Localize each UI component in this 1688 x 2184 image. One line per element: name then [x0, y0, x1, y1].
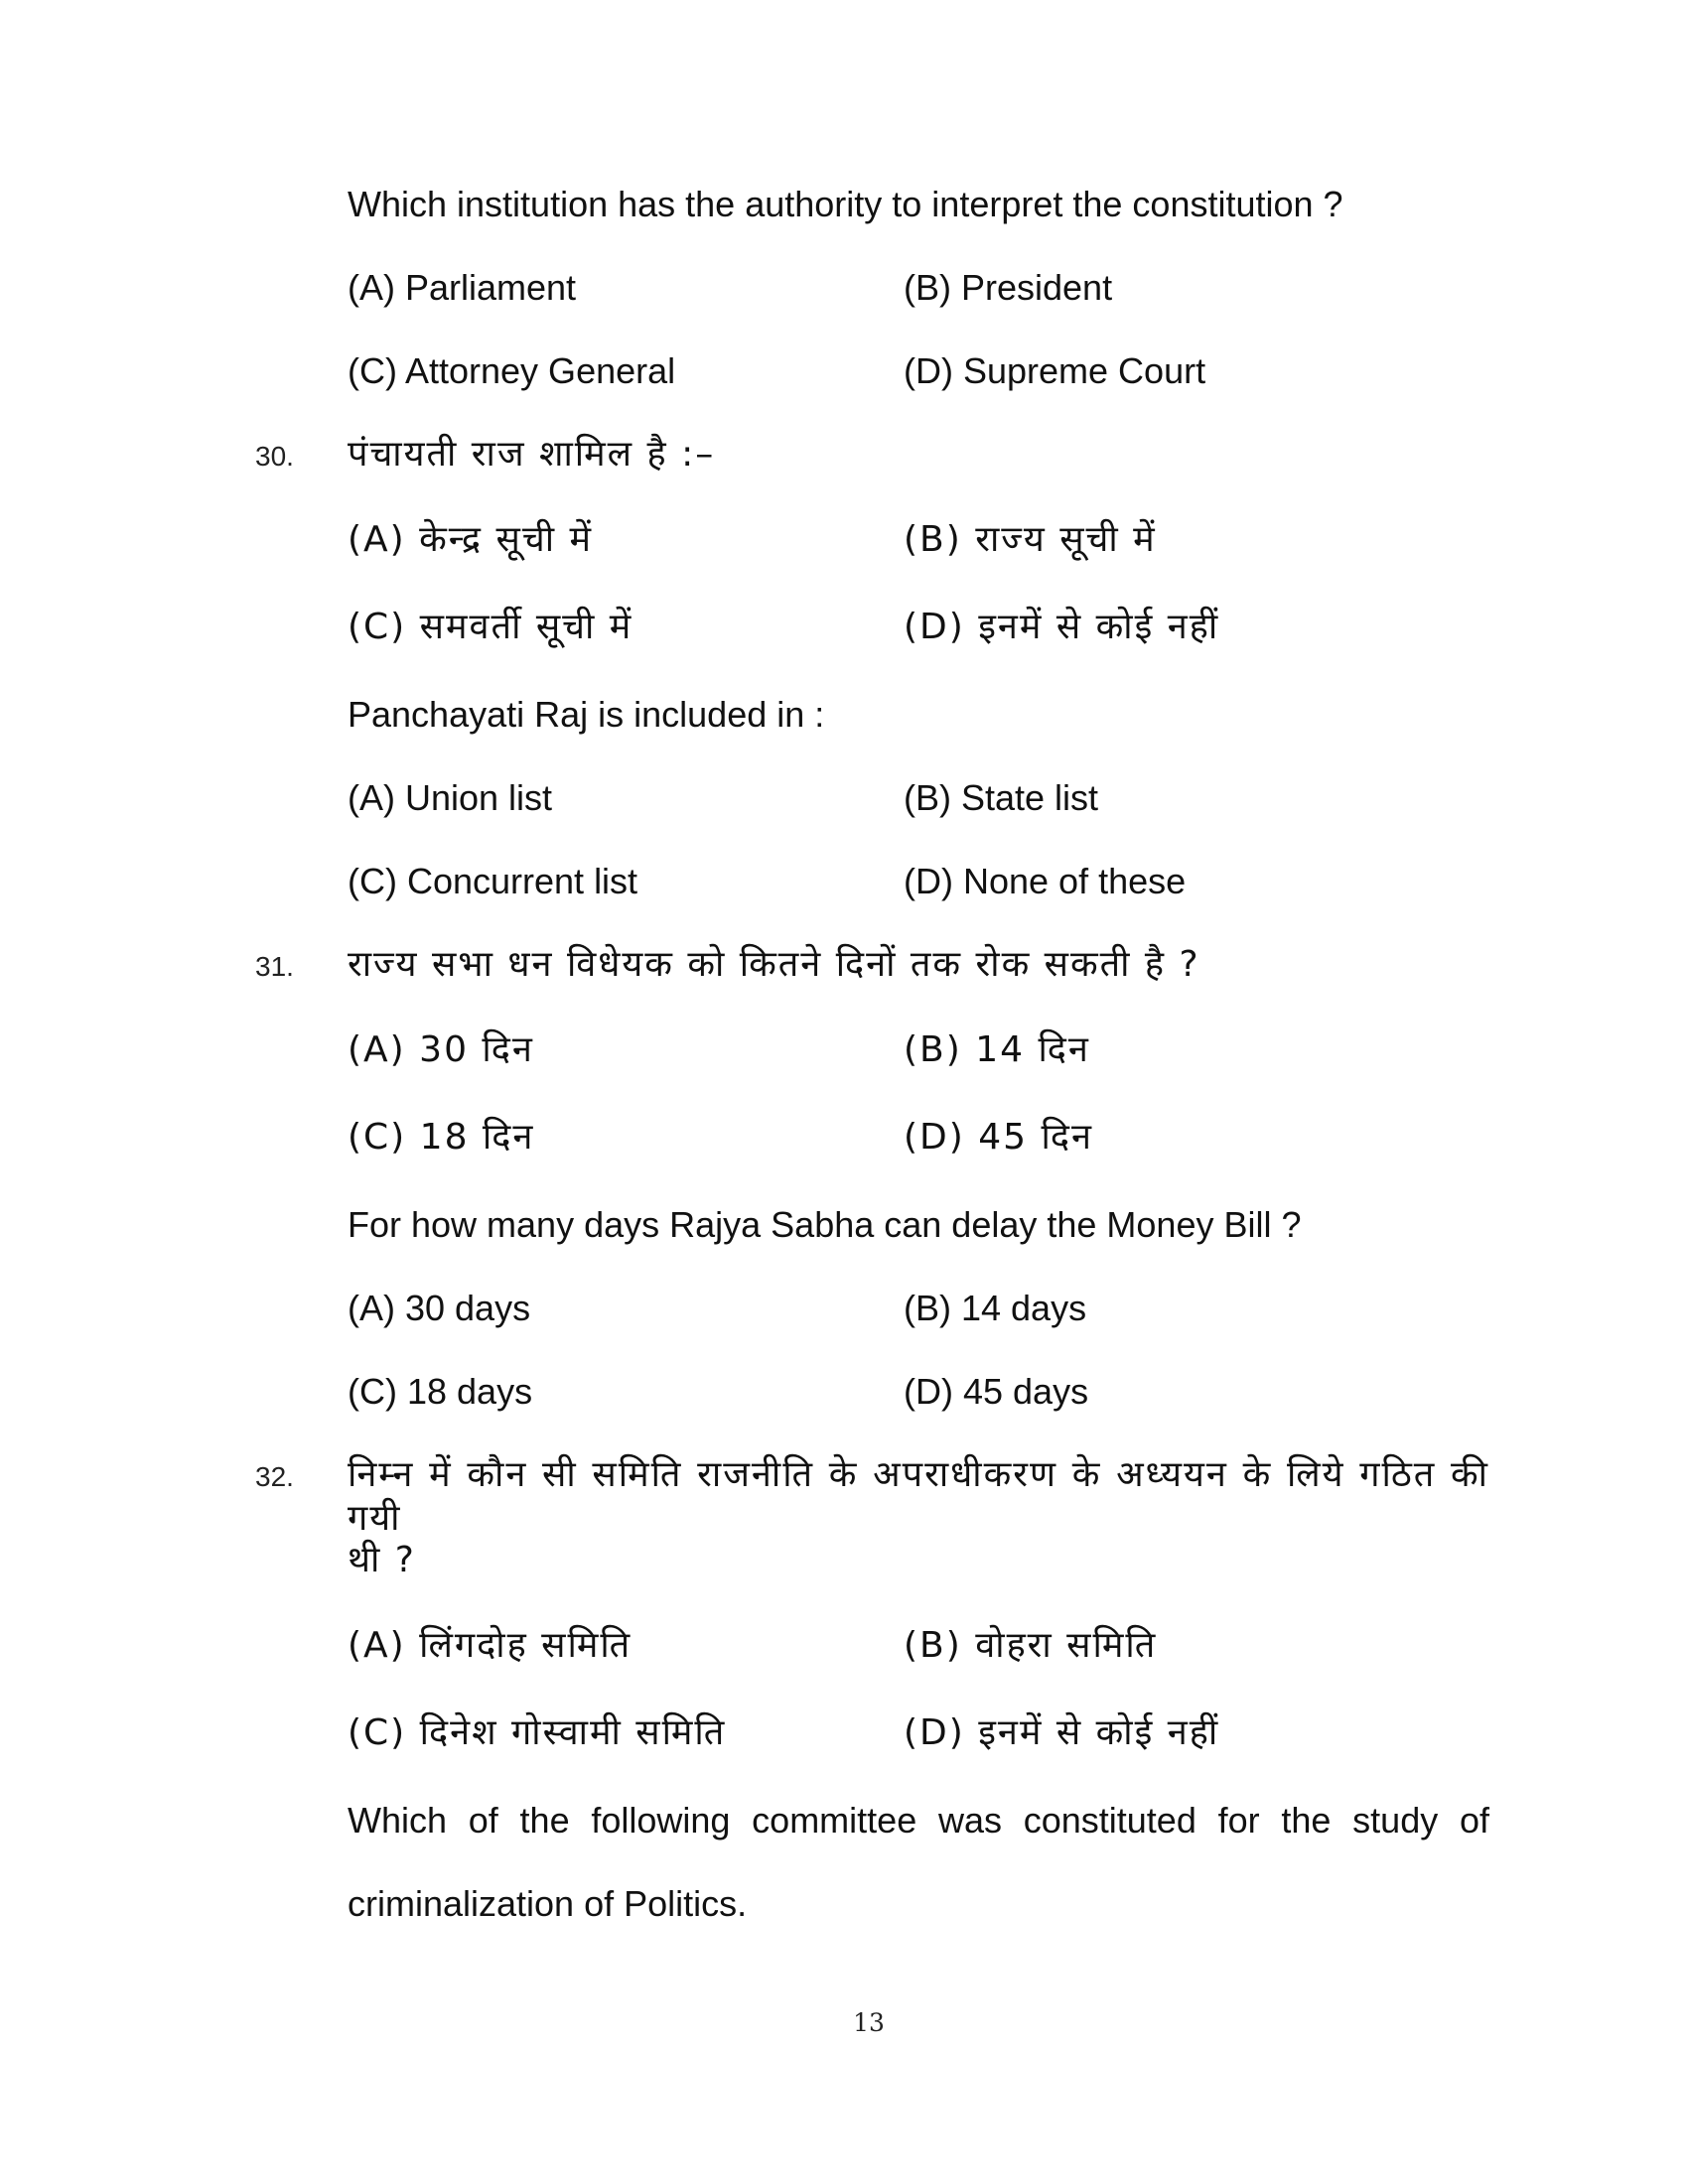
q31-option-d-hi: (D) 45 दिन: [904, 1117, 1093, 1158]
q31-option-d-en: (D) 45 days: [904, 1371, 1089, 1412]
q29-option-d-en: (D) Supreme Court: [904, 350, 1206, 391]
q31-stem-hi: राज्य सभा धन विधेयक को कितने दिनों तक रोक सकती है ?: [348, 944, 1200, 985]
q29-option-c-en: (C) Attorney General: [348, 350, 676, 391]
q30-option-c-en: (C) Concurrent list: [348, 861, 638, 901]
q32-option-c-hi: (C) दिनेश गोस्वामी समिति: [348, 1712, 727, 1753]
q32-stem-hi-line1: निम्न में कौन सी समिति राजनीति के अपराधीकरण के अध्ययन के लिये गठित की गयी: [348, 1454, 1489, 1539]
q31-option-b-hi: (B) 14 दिन: [904, 1029, 1090, 1070]
q30-stem-hi: पंचायती राज शामिल है :–: [348, 434, 716, 475]
q31-option-c-hi: (C) 18 दिन: [348, 1117, 535, 1158]
q31-stem-en: For how many days Rajya Sabha can delay the Money Bill ?: [348, 1204, 1302, 1245]
q30-number: 30.: [255, 441, 294, 472]
q29-option-b-en: (B) President: [904, 267, 1113, 308]
q31-number: 31.: [255, 951, 294, 982]
q30-stem-en: Panchayati Raj is included in :: [348, 694, 825, 735]
q31-option-c-en: (C) 18 days: [348, 1371, 533, 1412]
q31-option-b-en: (B) 14 days: [904, 1288, 1087, 1328]
q29-stem-en: Which institution has the authority to interpret the constitution ?: [348, 184, 1343, 224]
q32-option-b-hi: (B) वोहरा समिति: [904, 1625, 1158, 1666]
q32-stem-en-line1: Which of the following committee was constituted for the study of: [348, 1800, 1489, 1841]
q30-option-a-hi: (A) केन्द्र सूची में: [348, 519, 593, 560]
q30-option-a-en: (A) Union list: [348, 777, 553, 818]
q30-option-c-hi: (C) समवर्ती सूची में: [348, 607, 633, 647]
q32-number: 32.: [255, 1461, 294, 1492]
q32-option-a-hi: (A) लिंगदोह समिति: [348, 1625, 633, 1666]
q29-option-a-en: (A) Parliament: [348, 267, 577, 308]
q30-option-d-en: (D) None of these: [904, 861, 1187, 901]
q32-stem-hi-line2: थी ?: [348, 1540, 416, 1580]
q30-option-d-hi: (D) इनमें से कोई नहीं: [904, 607, 1220, 647]
page-number: 13: [853, 2008, 885, 2037]
q32-option-d-hi: (D) इनमें से कोई नहीं: [904, 1712, 1220, 1753]
q31-option-a-hi: (A) 30 दिन: [348, 1029, 534, 1070]
q30-option-b-en: (B) State list: [904, 777, 1099, 818]
q30-option-b-hi: (B) राज्य सूची में: [904, 519, 1157, 560]
q32-stem-en-line2: criminalization of Politics.: [348, 1883, 748, 1924]
q31-option-a-en: (A) 30 days: [348, 1288, 531, 1328]
